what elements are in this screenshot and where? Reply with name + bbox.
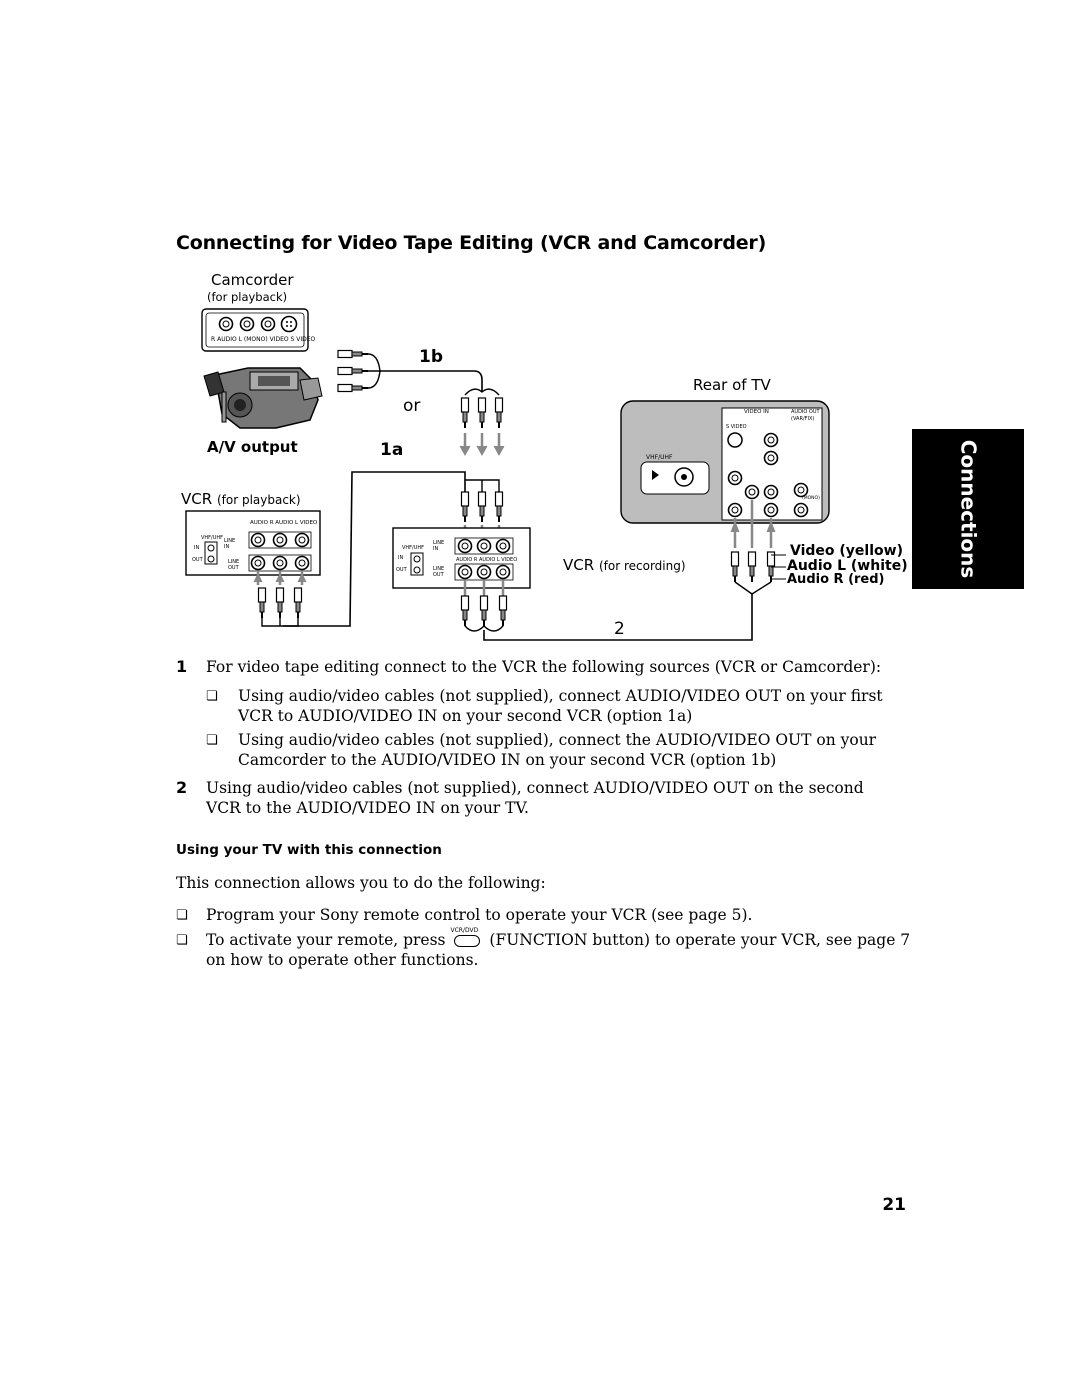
vcr-recording-main: VCR [563, 556, 595, 574]
rear-of-tv-label: Rear of TV [693, 376, 771, 394]
page-number: 21 [882, 1195, 906, 1215]
step-1-bullet-2-text: Using audio/video cables (not supplied), connect the AUDIO/VIDEO OUT on your Camcorder to the AUDIO/VIDEO IN on your second VCR (option 1b) [238, 731, 877, 769]
step-2-diagram-label: 2 [614, 619, 625, 639]
vcr-recording-sub: (for recording) [598, 559, 686, 573]
vcr-playback-main: VCR [181, 490, 213, 508]
jack-s-video: S VIDEO [290, 336, 316, 343]
jack-audio: AUDIO [217, 336, 237, 343]
camcorder-sub-label: (for playback) [207, 290, 288, 304]
cable-video-label: Video (yellow) [790, 543, 903, 559]
jack-l-mono: L (MONO) [238, 336, 268, 343]
vcr-playback-panel [186, 511, 320, 626]
vcr-playback-vhf: VHF/UHF [201, 535, 224, 541]
vcr-dvd-button-caption: VCR/DVD [450, 927, 479, 934]
camcorder-jack-panel [202, 309, 308, 351]
vcr-recording-vhf: VHF/UHF [402, 545, 425, 551]
vcr-recording-line-out: LINE OUT [433, 566, 445, 578]
intro-paragraph: This connection allows you to do the following: [176, 874, 546, 892]
subheading: Using your TV with this connection [176, 842, 442, 858]
vcr-playback-line-out: LINE OUT [228, 559, 240, 571]
diagram-graphics [0, 0, 1080, 650]
tv-rear-panel [621, 401, 829, 548]
checkbox-bullet-icon: ❏ [206, 733, 218, 748]
vcr-playback-in: IN [194, 545, 200, 551]
vcr-playback-label [181, 490, 301, 508]
tv-s-video-label: S VIDEO [726, 424, 747, 430]
vcr-playback-line-in: LINE IN [224, 538, 236, 550]
tv-video-in-label: VIDEO IN [744, 409, 769, 415]
vcr-playback-sub: (for playback) [216, 493, 301, 507]
vcr-recording-in: IN [398, 555, 404, 561]
step-2-text: Using audio/video cables (not supplied), connect AUDIO/VIDEO OUT on the second VCR to the AUDIO/VIDEO IN on your TV. [206, 779, 864, 817]
checkbox-bullet-icon: ❏ [176, 908, 188, 923]
tv-var-fix-label: (VAR/FIX) [791, 416, 815, 422]
cable-audio-r-label: Audio R (red) [787, 572, 885, 587]
step-1-text: For video tape editing connect to the VCR the following sources (VCR or Camcorder): [206, 658, 882, 676]
checkbox-bullet-icon: ❏ [176, 933, 188, 948]
jack-r: R [211, 336, 216, 343]
use-bullet-1-text: Program your Sony remote control to operate your VCR (see page 5). [206, 906, 753, 924]
vcr-recording-label [563, 556, 686, 574]
tv-cable-plugs [732, 552, 787, 594]
tv-vhf-uhf-label: VHF/UHF [646, 454, 673, 461]
camcorder-label: Camcorder [211, 271, 294, 289]
use-bullet-2-before: To activate your remote, press [206, 931, 446, 949]
vcr-recording-out: OUT [396, 567, 407, 573]
vcr-dvd-button-icon [450, 927, 480, 947]
use-bullet-2-text [206, 927, 912, 970]
camcorder-illustration [204, 368, 322, 428]
tv-audio-out-label: AUDIO OUT [791, 409, 820, 415]
step-2-number: 2 [176, 778, 188, 797]
vcr-recording-jack-labels: AUDIO R AUDIO L VIDEO [456, 557, 518, 563]
vcr-playback-jack-labels: AUDIO R AUDIO L VIDEO [250, 520, 318, 526]
option-1b-label: 1b [419, 347, 443, 367]
cable-audio-l-label: Audio L (white) [787, 558, 908, 574]
jack-video: VIDEO [269, 336, 289, 343]
camcorder-jack-labels [211, 336, 315, 343]
use-bullet-2-after: (FUNCTION button) to operate your VCR, see page 7 on how to operate other functions. [206, 931, 911, 969]
side-tab-label: Connections [956, 439, 980, 579]
tv-mono-label: (MONO) [802, 496, 820, 501]
function-button-oval [454, 935, 480, 947]
option-1a-label: 1a [380, 440, 404, 460]
vcr-playback-out: OUT [192, 557, 203, 563]
vcr-recording-line-in: LINE IN [433, 540, 445, 552]
av-output-label: A/V output [207, 438, 298, 456]
or-label: or [403, 396, 421, 416]
checkbox-bullet-icon: ❏ [206, 689, 218, 704]
step-1-bullet-1-text: Using audio/video cables (not supplied), connect AUDIO/VIDEO OUT on your first VCR to AUDIO/VIDEO IN on your second VCR (option 1a) [238, 687, 883, 725]
step-1-number: 1 [176, 657, 188, 676]
section-heading: Connecting for Video Tape Editing (VCR and Camcorder) [176, 232, 767, 254]
